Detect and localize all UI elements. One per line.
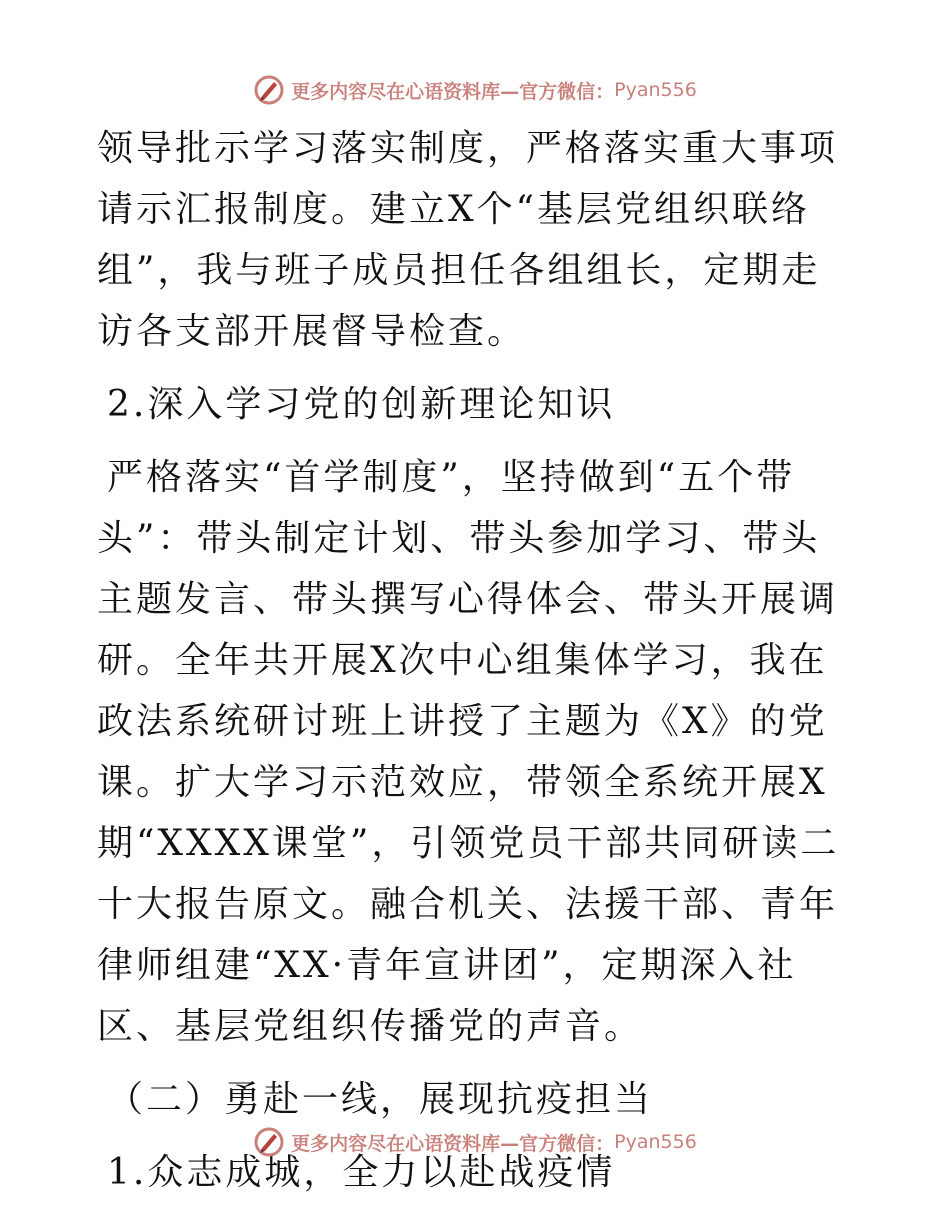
footer-watermark — [0, 1122, 950, 1162]
section-heading-ii: （二）勇赴一线，展现抗疫担当 — [107, 1079, 654, 1120]
watermark-text: 更多内容尽在心语资料库—官方微信： — [291, 1132, 615, 1155]
watermark-text: 更多内容尽在心语资料库—官方微信： — [291, 80, 615, 103]
document-body — [97, 118, 857, 1203]
paragraph-2: 严格落实“首学制度”，坚持做到“五个带头”：带头制定计划、带头参加学习、带头主题发言、带头撰写心得体会、带头开展调研。全年共开展X次中心组集体学习，我在政法系统研讨班上讲授了主题为《X》的党课。扩大学习示范效应，带领全系统开展X期“XXXX课堂”，引领党员干部共同研读二十大报告原文。融合机关、法援干部、青年律师组建“XX·青年宣讲团”，定期深入社区、基层党组织传播党的声音。 — [97, 457, 840, 1047]
section-heading-2: 2.深入学习党的创新理论知识 — [107, 384, 616, 425]
paragraph-1: 领导批示学习落实制度，严格落实重大事项请示汇报制度。建立X个“基层党组织联络组”，我与班子成员担任各组组长，定期走访各支部开展督导检查。 — [97, 128, 839, 352]
pen-logo-icon — [253, 1126, 285, 1158]
pen-logo-icon — [253, 74, 285, 106]
section-heading-1: 1.众志成城，全力以赴战疫情 — [107, 1152, 616, 1193]
watermark-wechat-id: Pyan556 — [614, 1131, 697, 1153]
watermark-wechat-id: Pyan556 — [614, 79, 697, 101]
header-watermark — [0, 70, 950, 110]
